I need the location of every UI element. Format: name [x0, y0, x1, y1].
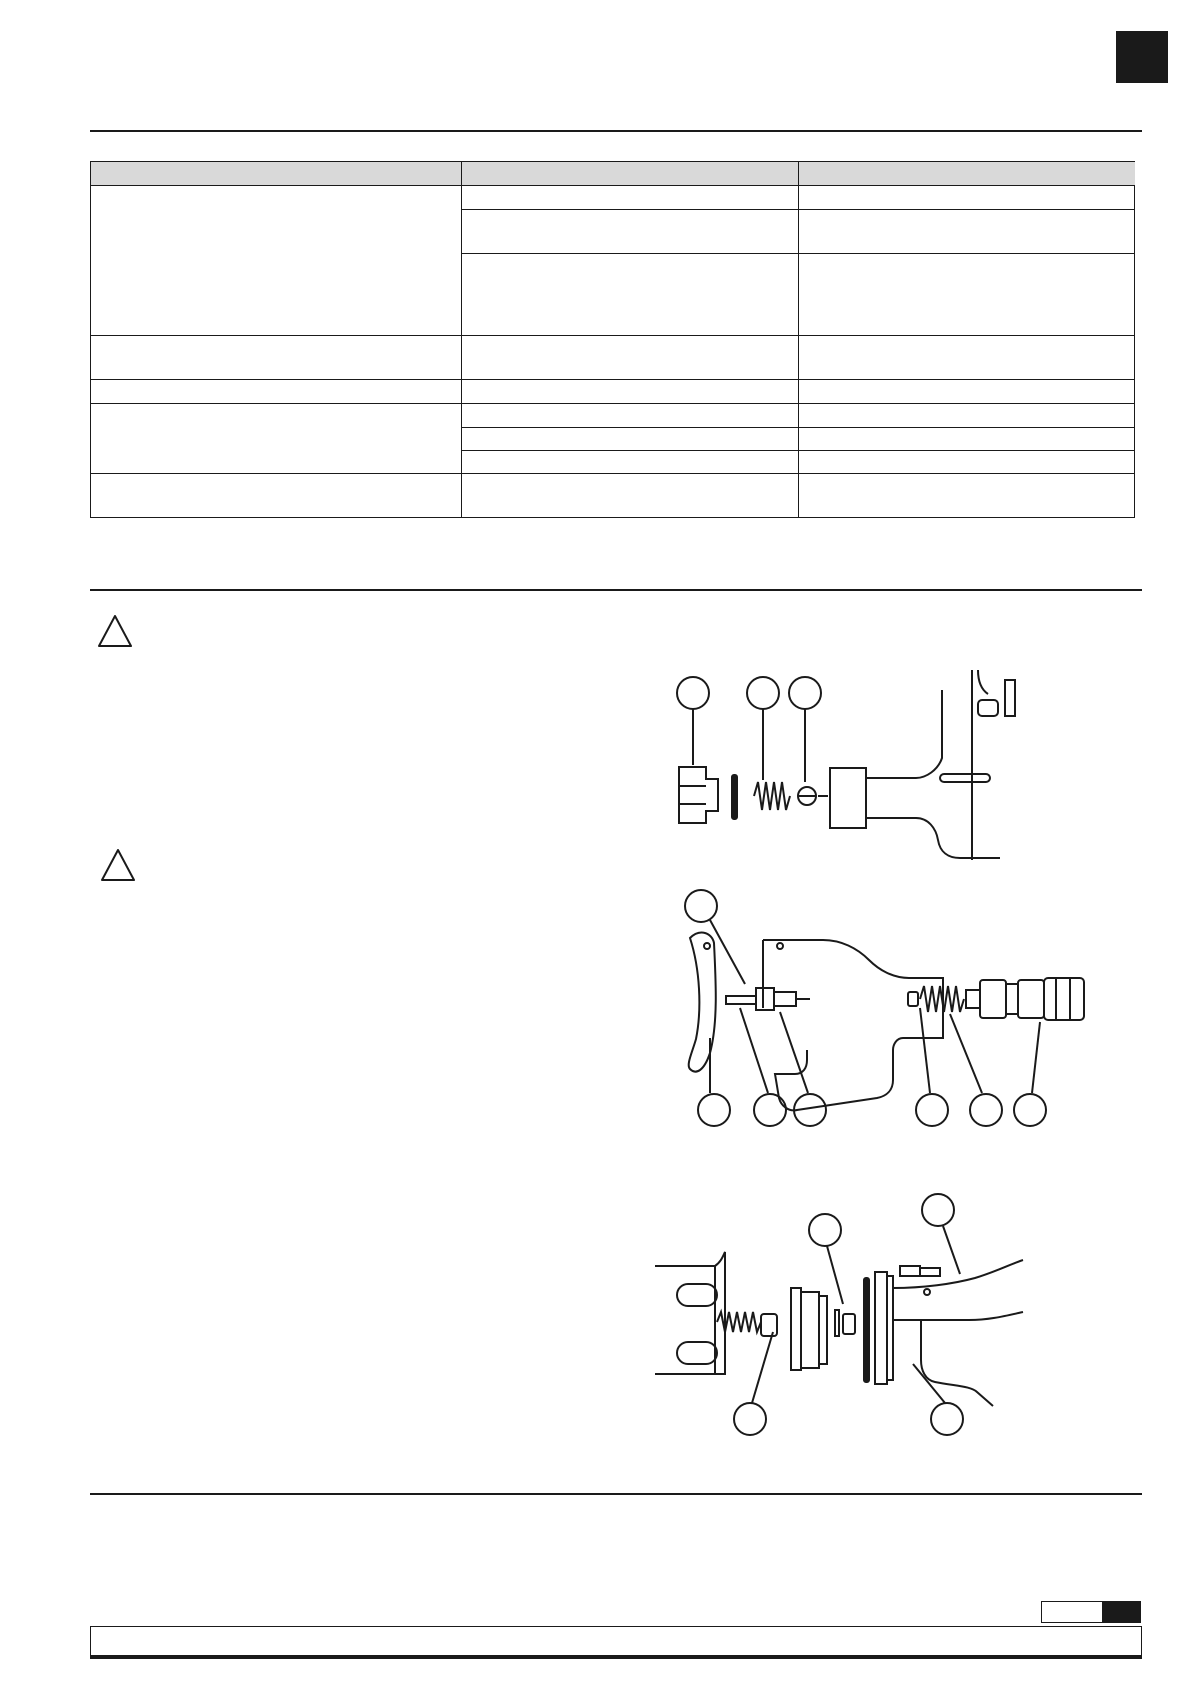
top-rule	[90, 130, 1142, 132]
table-cell-remedy	[799, 428, 1135, 451]
section-rule	[90, 589, 1142, 591]
plug-nut	[679, 767, 718, 823]
valve-assembly-figure	[660, 670, 1030, 860]
trigger-and-air-valve-figure	[680, 888, 1110, 1133]
table-cell-remedy	[799, 474, 1135, 518]
table-header-remedy	[799, 162, 1135, 186]
table-cell-cause	[462, 254, 799, 336]
table-cell-remedy	[799, 336, 1135, 380]
stem-nut	[756, 988, 774, 1010]
table-cell-remedy	[799, 404, 1135, 428]
table-cell-cause	[462, 380, 799, 404]
callout-circle	[754, 1094, 786, 1126]
footer-box	[90, 1626, 1142, 1656]
table-cell-fault	[91, 404, 462, 474]
table-cell-fault	[91, 186, 462, 336]
spring	[717, 1312, 761, 1332]
page-number-box	[1041, 1601, 1103, 1623]
o-ring	[864, 1278, 869, 1382]
table-cell-remedy	[799, 210, 1135, 254]
hex-fitting	[980, 980, 1006, 1018]
table-cell-remedy	[799, 186, 1135, 210]
table-cell-fault	[91, 336, 462, 380]
warning-text	[145, 854, 615, 1154]
callout-circle	[685, 890, 717, 922]
table-cell-cause	[462, 474, 799, 518]
table-cell-cause	[462, 451, 799, 474]
warning-triangle-icon	[97, 614, 133, 648]
callout-circle	[1014, 1094, 1046, 1126]
table-cell-cause	[462, 210, 799, 254]
bottom-rule	[90, 1493, 1142, 1495]
warning-triangle-icon	[100, 848, 136, 882]
callout-circle	[922, 1194, 954, 1226]
piston	[801, 1292, 819, 1368]
needle	[726, 996, 756, 1004]
callout-circle	[789, 677, 821, 709]
language-tab	[1116, 31, 1168, 83]
footer-bar	[90, 1656, 1142, 1659]
table-cell-remedy	[799, 254, 1135, 336]
callout-circle	[916, 1094, 948, 1126]
table-cell-cause	[462, 428, 799, 451]
table-cell-cause	[462, 404, 799, 428]
table-cell-cause	[462, 336, 799, 380]
callout-circle	[734, 1403, 766, 1435]
page-number-tab	[1103, 1601, 1141, 1623]
table-header-fault	[91, 162, 462, 186]
table-cell-fault	[91, 474, 462, 518]
callout-circle	[747, 677, 779, 709]
table-cell-cause	[462, 186, 799, 210]
callout-circle	[809, 1214, 841, 1246]
cap-screw	[900, 1266, 920, 1276]
table-cell-fault	[91, 380, 462, 404]
piston-nut	[761, 1314, 777, 1336]
o-ring	[732, 775, 737, 819]
quick-coupler	[1044, 978, 1084, 1020]
valve-housing	[830, 768, 866, 828]
callout-circle	[677, 677, 709, 709]
callout-circle	[970, 1094, 1002, 1126]
spring-and-piston-figure	[655, 1192, 1050, 1437]
trigger	[689, 933, 716, 1072]
troubleshooting-table	[90, 161, 1135, 518]
spring	[754, 782, 790, 810]
callout-circle	[931, 1403, 963, 1435]
table-cell-remedy	[799, 380, 1135, 404]
warning-text	[145, 620, 615, 820]
table-header-cause	[462, 162, 799, 186]
callout-circle	[698, 1094, 730, 1126]
table-cell-remedy	[799, 451, 1135, 474]
